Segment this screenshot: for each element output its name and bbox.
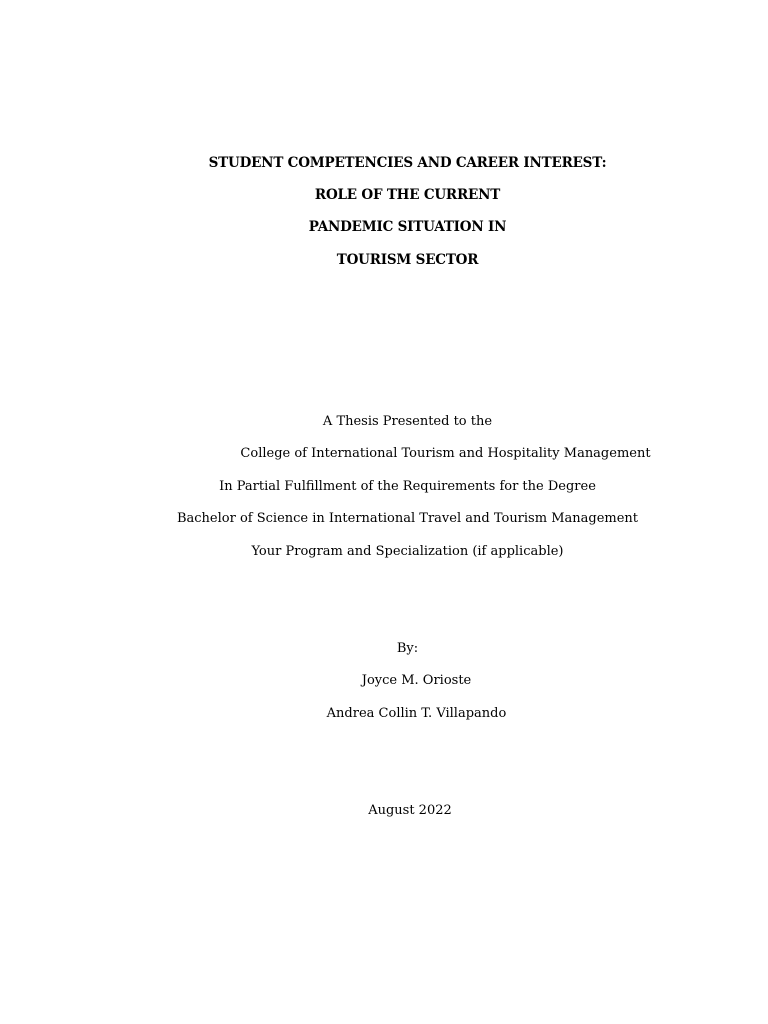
college-name: College of International Tourism and Hospitality Management bbox=[240, 446, 651, 461]
title-line-4: TOURISM SECTOR bbox=[336, 252, 479, 268]
submission-date: August 2022 bbox=[368, 803, 452, 818]
presented-to-text: A Thesis Presented to the bbox=[322, 414, 493, 429]
degree-name: Bachelor of Science in International Travel and Tourism Management bbox=[176, 511, 639, 526]
title-line-1: STUDENT COMPETENCIES AND CAREER INTEREST: bbox=[208, 155, 607, 171]
title-line-3: PANDEMIC SITUATION IN bbox=[308, 219, 507, 235]
by-label: By: bbox=[396, 641, 419, 656]
author-name: Joyce M. Orioste bbox=[361, 673, 472, 688]
title-line-2: ROLE OF THE CURRENT bbox=[314, 187, 501, 203]
fulfillment-text: In Partial Fulfillment of the Requirements for the Degree bbox=[219, 479, 596, 494]
author-name: Andrea Collin T. Villapando bbox=[326, 706, 507, 721]
program-specialization: Your Program and Specialization (if applicable) bbox=[251, 544, 564, 559]
